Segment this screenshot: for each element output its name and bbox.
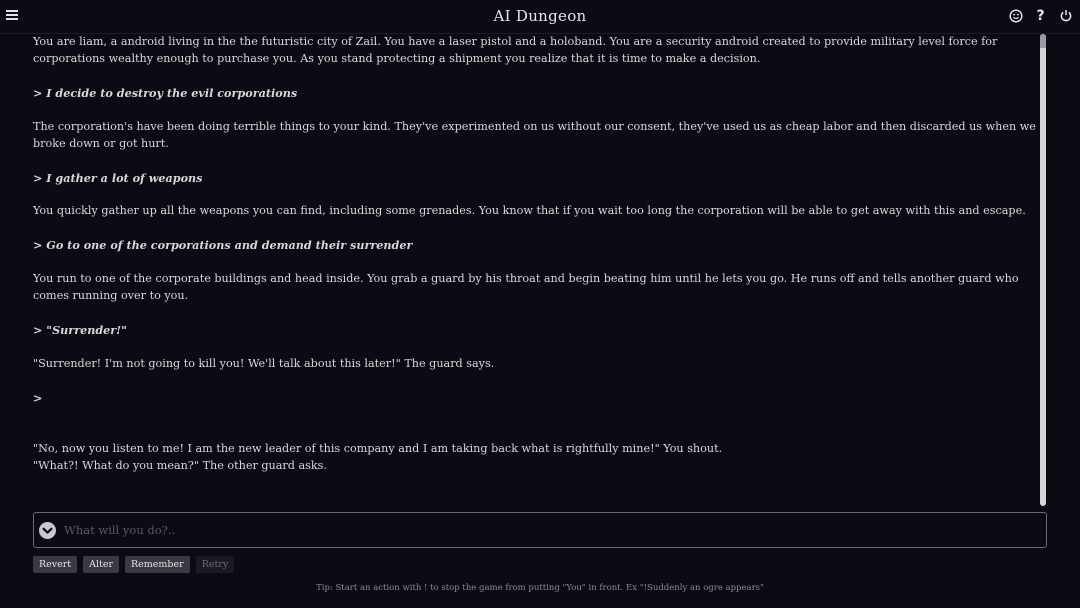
app-title: AI Dungeon [493, 7, 587, 25]
story-log [33, 34, 1039, 504]
chevron-down-circle-icon[interactable] [39, 522, 56, 539]
scrollbar-top-cap [1040, 34, 1046, 48]
story-text: "What?! What do you mean?" The other guard asks. [33, 458, 327, 472]
header-actions [1007, 7, 1074, 24]
tip-text: Tip: Start an action with ! to stop the game from putting "You" in front. Ex "!Suddenly an ogre appears" [316, 583, 764, 593]
alter-button[interactable]: Alter [83, 556, 119, 573]
action-input[interactable] [62, 517, 1032, 543]
revert-button[interactable]: Revert [33, 556, 77, 573]
player-action: > "Surrender!" [33, 323, 127, 338]
player-action: > Go to one of the corporations and demand their surrender [33, 238, 413, 253]
remember-button[interactable]: Remember [125, 556, 190, 573]
scrollbar-thumb[interactable] [1040, 34, 1046, 506]
app-header [0, 0, 1080, 34]
help-icon[interactable]: ? [1036, 7, 1045, 24]
action-input-box [33, 512, 1047, 548]
player-action: > I gather a lot of weapons [33, 170, 203, 185]
story-text: "Surrender! I'm not going to kill you! We'll talk about this later!" The guard says. [33, 356, 495, 370]
player-action: > I decide to destroy the evil corporations [33, 85, 298, 100]
story-text: The corporation's have been doing terrible things to your kind. They've experimented on us without our consent, they've used us as cheap labor and then discarded us when we broke down or got hurt. [33, 119, 1036, 150]
story-scrollbar[interactable] [1040, 34, 1046, 506]
action-buttons [33, 556, 234, 573]
story-text: You are liam, a android living in the the futuristic city of Zail. You have a laser pistol and a holoband. You are a security android created to provide military level force for corporations wealthy enough to purchase you. As you stand protecting a shipment you realize that it is time to make a decision. [33, 35, 998, 65]
retry-button[interactable]: Retry [196, 556, 235, 573]
story-text: "No, now you listen to me! I am the new leader of this company and I am taking back what is rightfully mine!" You shout. [33, 441, 723, 455]
story-text: You run to one of the corporate buildings and head inside. You grab a guard by his throat and begin beating him until he lets you go. He runs off and tells another guard who comes running over to you. [33, 272, 1019, 303]
story-text: You quickly gather up all the weapons you can find, including some grenades. You know that if you wait too long the corporation will be able to get away with this and escape. [33, 204, 1026, 218]
restart-icon[interactable] [1057, 7, 1074, 24]
player-action: > [33, 390, 43, 405]
smiley-icon[interactable] [1007, 7, 1024, 24]
